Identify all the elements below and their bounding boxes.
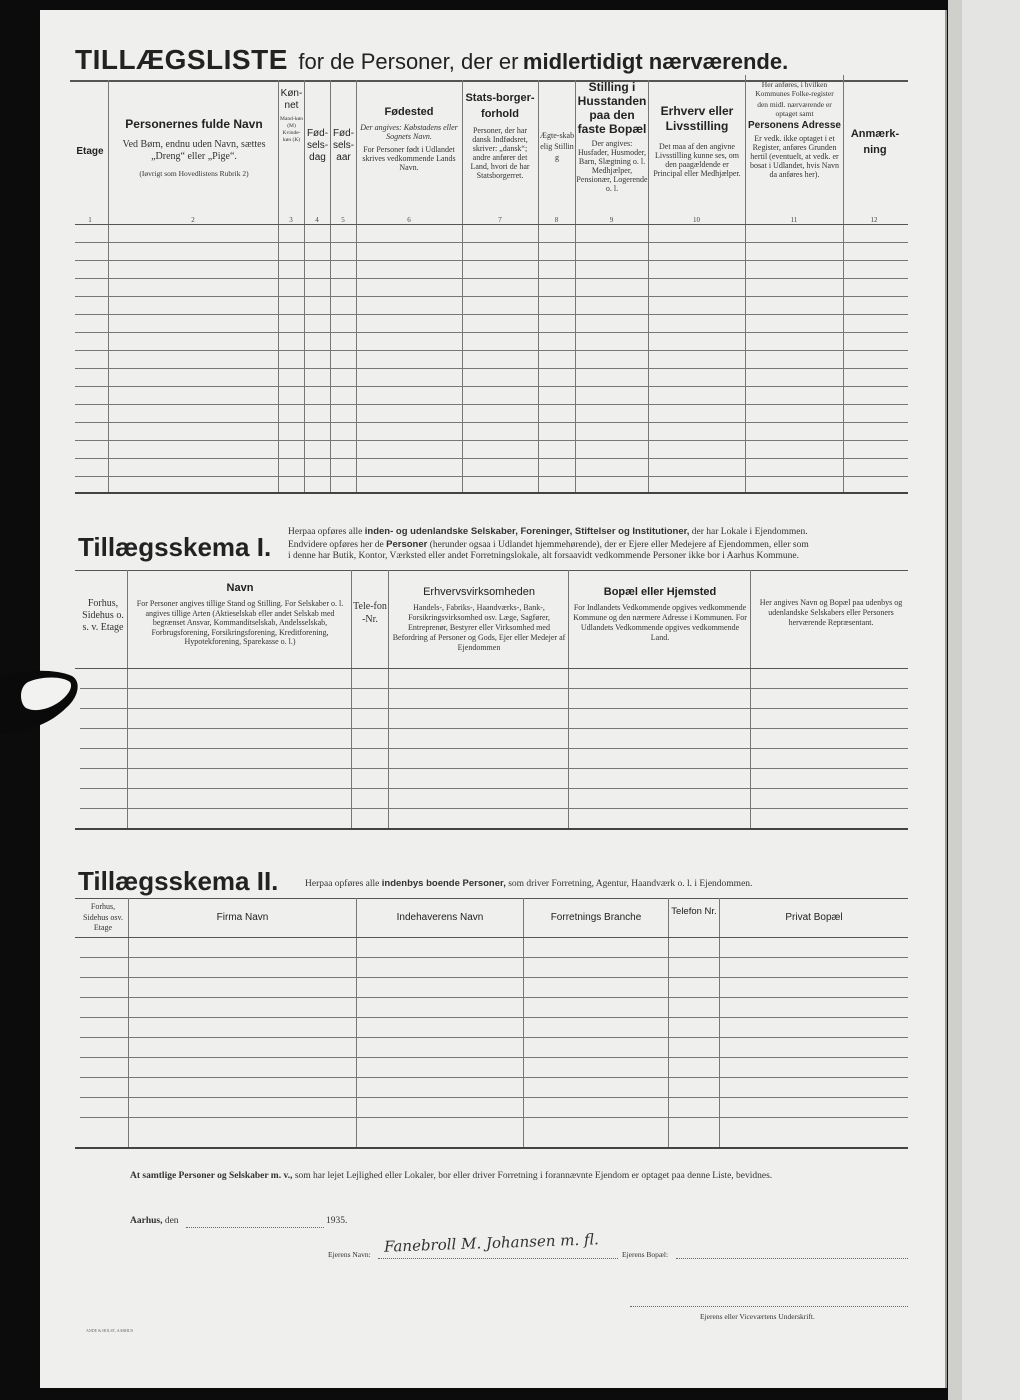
col-num: 1 (88, 216, 92, 224)
owner-address-label: Ejerens Bopæl: (622, 1250, 669, 1259)
date-line: Aarhus, den (130, 1216, 179, 1226)
s2-col-owner-header: Indehaverens Navn (396, 912, 484, 923)
s2-col-branch-header: Forretnings Branche (550, 912, 642, 923)
col-num: 2 (191, 216, 195, 224)
col-num: 8 (554, 216, 559, 224)
title-end: midlertidigt nærværende. (522, 49, 789, 74)
s2-col-private-header: Privat Bopæl (785, 912, 843, 923)
signature-line (630, 1306, 908, 1307)
s1-col-representative-header: Her angives Navn og Bopæl paa udenbys og udenlandske Selskabers eller Personers herværende Repræsentant. (759, 598, 903, 627)
col-name-header: Personernes fulde Navn Ved Børn, endnu uden Navn, sættes „Dreng“ eller „Pige“. (Iøvrigt som Hovedlistens Rubrik 2) (122, 117, 266, 178)
next-page-edge (948, 0, 1020, 1400)
col-gender-header: Køn-net Mand-køn (M) Kvinde-køn (K) (280, 88, 303, 143)
col-household-header: Stilling i Husstanden paa den faste Bopæl Der angives: Husfader, Husmoder, Barn, Slægtning o. l. Medhjælper, Pensionær, Logerende o. l. (576, 80, 648, 193)
date-blank (186, 1227, 324, 1228)
year-text: 1935. (326, 1216, 348, 1226)
col-birthplace-header: Fødested Der angives: Købstadens eller Sognets Navn. For Personer født i Udlandet skrives vedkommende Lands Navn. (360, 106, 458, 172)
col-num: 12 (870, 216, 878, 224)
col-num: 4 (315, 216, 319, 224)
signature-caption: Ejerens eller Viceværtens Underskrift. (700, 1312, 815, 1321)
col-occupation-header: Erhverv eller Livsstilling Det maa af den angivne Livsstilling kunne ses, om den paagældende er Principal eller Medhjælper. (653, 104, 741, 178)
col-num: 9 (609, 216, 614, 224)
col-marital-header: Ægte-skabelig Stilling (539, 131, 575, 162)
s1-col-residence-header: Bopæl eller Hjemsted For Indlandets Vedkommende opgives vedkommende Kommune og den nærmere Adresse i Kommunen. For Udlandets Vedkommende opgives vedkommende Land. (573, 586, 747, 642)
col-address-header: Her anføres, i hvilken Kommunes Folke-register den midl. nærværende er optaget samt Personens Adresse Er vedk. ikke optaget i et Register, anføres Grunden hertil (eventuelt, at vedk. er bosat i Udlandet, hvis Navn da anføres her). (747, 80, 841, 179)
printer-mark: ANDE & HOLST, AARHUS (86, 1328, 134, 1333)
title-middle: for de Personer, der er (298, 49, 519, 74)
s2-col-phone-header: Telefon Nr. (671, 906, 717, 917)
col-num: 7 (498, 216, 502, 224)
s2-col-floor-header: Forhus, Sidehus osv. Etage (83, 902, 123, 932)
s1-col-name-header: Navn For Personer angives tillige Stand og Stilling. For Selskaber o. l. angives tillige Arten (Aktieselskab eller andet Selskab med begrænset Ansvar, Kommanditselskab, Andelsselskab, Forbrugsforening, Forsikringsforening, Kreditforening, Hypotekforening, Sparekasse o. l.) (136, 582, 344, 646)
col-num: 10 (693, 216, 700, 224)
thumb-shadow (0, 668, 80, 738)
skema2-description: Herpaa opføres alle indenbys boende Personer, som driver Forretning, Agentur, Haandværk o. l. i Ejendommen. (305, 878, 753, 889)
col-birthday-header: Fød-sels-dag (306, 128, 329, 163)
title-main: TILLÆGSLISTE (75, 44, 288, 75)
col-birthyear-header: Fød-sels-aar (332, 128, 355, 163)
s2-col-firm-header: Firma Navn (216, 912, 269, 923)
form-title (75, 44, 905, 76)
col-num: 11 (790, 216, 798, 224)
col-citizenship-header: Stats-borger-forhold Personer, der har dansk Indfødsret, skriver: „dansk“; andre anfører det Land, hvori de har Statsborgerret. (465, 92, 535, 180)
skema2-title: Tillægsskema II. (78, 866, 279, 896)
s1-col-phone-header: Tele-fon-Nr. (353, 601, 387, 625)
skema1-title: Tillægsskema I. (78, 532, 272, 562)
col-remark-header: Anmærk-ning (850, 128, 900, 156)
col-etage-header: Etage (76, 146, 104, 157)
s1-col-business-header: Erhvervsvirksomheden Handels-, Fabriks-, Haandværks-, Bank-, Forsikringsvirksomhed osv. Læge, Sagfører, Entreprenør, Bestyrer eller Virksomhed med Befordring af Personer og Gods, Ejer eller Medejer af Ejendommen (392, 586, 566, 652)
skema1-description: Herpaa opføres alle inden- og udenlandske Selskaber, Foreninger, Stiftelser og Institutioner, der har Lokale i Ejendommen. Endvidere opføres her de Personer (herunder ogsaa i Udlandet hjemmehørende), der er Ejere eller Medejere af Ejendommen, eller som i denne har Butik, Kontor, Værksted eller andet Forretningslokale, alt forsaavidt vedkommende Personer ikke bor i Aarhus Kommune. (288, 526, 809, 561)
col-num: 3 (289, 216, 293, 224)
s1-col-floor-header: Forhus, Sidehus o. s. v. Etage (82, 598, 124, 633)
col-num: 6 (407, 216, 411, 224)
col-num: 5 (341, 216, 345, 224)
owner-signature: Fanebroll M. Johansen m. fl. (383, 1230, 600, 1256)
certification-statement: At samtlige Personer og Selskaber m. v., som har lejet Lejlighed eller Lokaler, bor eller driver Forretning i forannævnte Ejendom er optaget paa denne Liste, bevidnes. (130, 1171, 773, 1181)
owner-name-label: Ejerens Navn: (328, 1250, 371, 1259)
